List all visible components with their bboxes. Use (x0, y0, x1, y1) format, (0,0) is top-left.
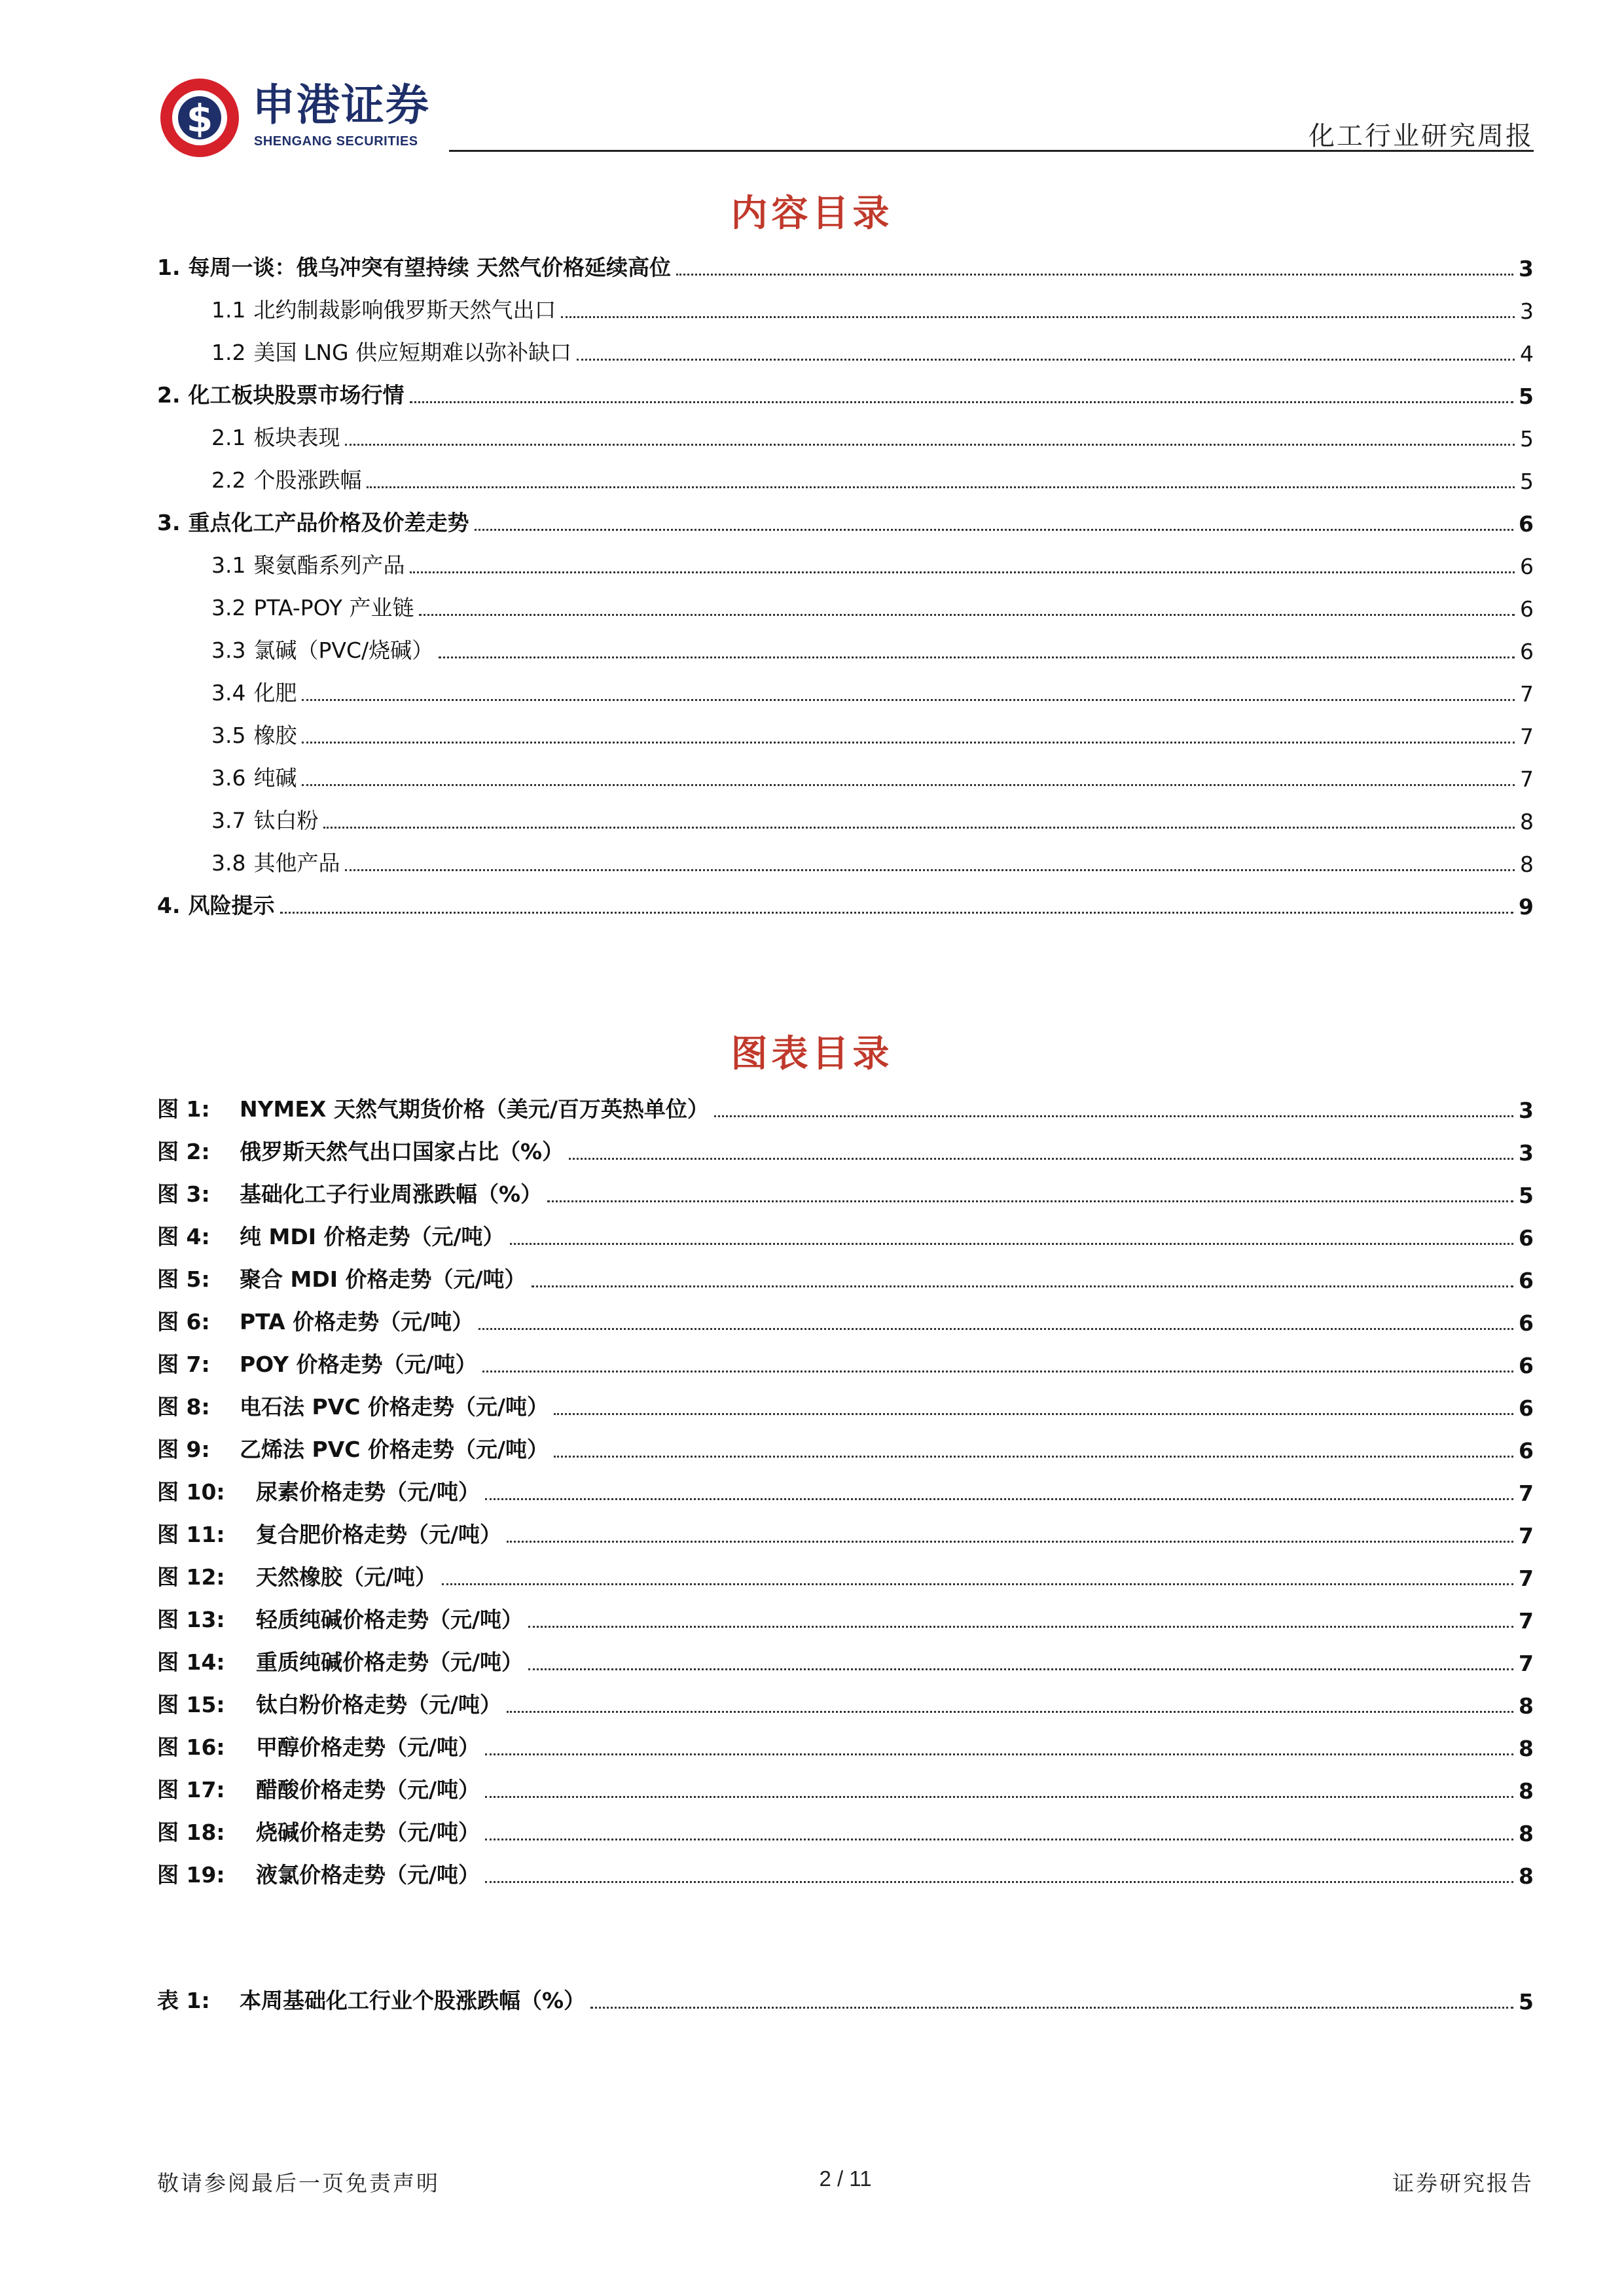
dot-leader (569, 1158, 1513, 1160)
entry-label (157, 1518, 501, 1549)
figure-entry[interactable] (157, 1303, 1534, 1336)
entry-text: 复合肥价格走势（元/吨） (256, 1522, 502, 1547)
entry-label (211, 336, 571, 367)
page-footer (157, 2166, 1534, 2199)
entry-text: NYMEX 天然气期货价格（美元/百万英热单位） (240, 1096, 709, 1122)
entry-label (211, 634, 433, 664)
entry-number: 图 6: (157, 1309, 210, 1335)
entry-label (157, 1984, 585, 2015)
entry-number: 3.4 (211, 680, 246, 706)
entry-page: 8 (1519, 1736, 1534, 1761)
dot-leader (302, 699, 1515, 701)
entry-number: 3. (157, 510, 181, 535)
toc-entry[interactable] (157, 376, 1534, 409)
svg-text:$: $ (186, 96, 213, 141)
dot-leader (280, 912, 1514, 914)
entry-page: 8 (1519, 1693, 1534, 1719)
figure-entry[interactable] (157, 1261, 1534, 1293)
figure-entry[interactable] (157, 1516, 1534, 1549)
entry-number: 3.2 (211, 595, 246, 620)
entry-page: 7 (1519, 1523, 1534, 1549)
entry-text: 聚氨酯系列产品 (253, 552, 405, 578)
entry-page: 5 (1519, 384, 1534, 409)
entry-label (157, 889, 275, 920)
dot-leader (554, 1456, 1513, 1458)
entry-label (211, 846, 340, 877)
entry-page: 6 (1519, 1438, 1534, 1463)
entry-label (157, 251, 671, 281)
toc-entry[interactable] (157, 249, 1534, 281)
entry-label (157, 1773, 480, 1804)
figure-entry[interactable] (157, 1601, 1534, 1634)
entry-text: 甲醇价格走势（元/吨） (256, 1734, 480, 1760)
toc-entry[interactable] (157, 887, 1534, 920)
entry-label (211, 591, 414, 622)
report-type: 化工行业研究周报 (1308, 121, 1534, 151)
entry-page: 6 (1519, 1310, 1534, 1336)
entry-label (157, 1135, 564, 1166)
entry-label (157, 1390, 549, 1421)
figure-entry[interactable] (157, 1218, 1534, 1251)
entry-number: 图 1: (157, 1096, 210, 1122)
dot-leader (485, 1839, 1513, 1840)
entry-page: 7 (1519, 1566, 1534, 1591)
toc-entry[interactable] (157, 419, 1534, 452)
entry-text: 电石法 PVC 价格走势（元/吨） (240, 1394, 549, 1420)
entry-text: 化肥 (253, 680, 297, 706)
entry-number: 图 17: (157, 1777, 225, 1803)
entry-text: PTA 价格走势（元/吨） (240, 1309, 474, 1335)
entry-text: 钛白粉价格走势（元/吨） (256, 1692, 502, 1717)
entry-text: 纯 MDI 价格走势（元/吨） (240, 1224, 505, 1249)
entry-number: 图 10: (157, 1479, 225, 1505)
entry-page: 3 (1519, 256, 1534, 281)
entry-number: 图 4: (157, 1224, 210, 1249)
figures-title: 图表目录 (731, 1032, 893, 1075)
entry-number: 1.2 (211, 340, 246, 365)
dot-leader (714, 1115, 1513, 1117)
entry-text: 北约制裁影响俄罗斯天然气出口 (253, 297, 556, 323)
dot-leader (528, 1626, 1513, 1628)
entry-text: 聚合 MDI 价格走势（元/吨） (240, 1266, 526, 1292)
entry-page: 5 (1519, 1989, 1534, 2015)
brand-logo (157, 75, 445, 160)
entry-page: 5 (1520, 469, 1534, 494)
toc-entry[interactable] (157, 334, 1534, 367)
entry-label (157, 1603, 523, 1634)
dot-leader (485, 1498, 1513, 1500)
toc-entry[interactable] (157, 632, 1534, 664)
entry-label (157, 1348, 477, 1378)
entry-label (157, 378, 405, 409)
entry-number: 图 2: (157, 1139, 210, 1164)
figure-entry[interactable] (157, 1473, 1534, 1506)
entry-page: 5 (1520, 426, 1534, 452)
entry-number: 图 11: (157, 1522, 225, 1547)
entry-label (157, 1305, 473, 1336)
entry-number: 图 13: (157, 1607, 225, 1632)
entry-number: 3.8 (211, 850, 246, 876)
entry-page: 3 (1519, 1140, 1534, 1166)
brand-name-cn: 申港证券 (252, 80, 430, 130)
entry-text: 每周一谈：俄乌冲突有望持续 天然气价格延续高位 (188, 255, 671, 280)
entry-text: PTA-POY 产业链 (253, 595, 414, 620)
entry-label (157, 1475, 480, 1506)
figure-entry[interactable] (157, 1090, 1534, 1123)
page-number: 2 / 11 (819, 2166, 872, 2191)
entry-number: 2.2 (211, 467, 246, 493)
entry-page: 8 (1520, 852, 1534, 877)
dot-leader (676, 274, 1513, 276)
shengang-logo-icon (157, 75, 242, 160)
entry-text: 钛白粉 (253, 808, 319, 833)
entry-label (157, 1092, 709, 1123)
entry-number: 4. (157, 893, 181, 918)
entry-text: 个股涨跌幅 (253, 467, 362, 493)
entry-label (157, 1433, 549, 1463)
entry-text: 风险提示 (188, 893, 275, 918)
entry-number: 3.3 (211, 637, 246, 663)
toc-entry[interactable] (157, 461, 1534, 494)
entry-page: 7 (1520, 724, 1534, 749)
entry-page: 8 (1519, 1821, 1534, 1846)
entry-page: 5 (1519, 1183, 1534, 1208)
entry-number: 图 8: (157, 1394, 210, 1420)
footer-disclaimer: 敬请参阅最后一页免责声明 (157, 2170, 440, 2196)
entry-page: 7 (1519, 1651, 1534, 1676)
toc-entry[interactable] (157, 291, 1534, 324)
entry-label (157, 1645, 523, 1676)
dot-leader (302, 784, 1515, 786)
dot-leader (302, 742, 1515, 744)
figure-entry[interactable] (157, 1729, 1534, 1761)
entry-number: 图 7: (157, 1352, 210, 1377)
entry-number: 3.1 (211, 552, 246, 578)
dot-leader (485, 1796, 1513, 1798)
entry-number: 1. (157, 255, 181, 280)
entry-page: 6 (1519, 511, 1534, 537)
entry-text: 其他产品 (253, 850, 340, 876)
entry-text: 醋酸价格走势（元/吨） (256, 1777, 480, 1803)
dot-leader (528, 1668, 1513, 1670)
entry-number: 3.6 (211, 765, 246, 791)
entry-page: 7 (1519, 1480, 1534, 1506)
entry-page: 6 (1519, 1353, 1534, 1378)
entry-page: 6 (1520, 554, 1534, 579)
entry-label (157, 506, 469, 537)
figure-entry[interactable] (157, 1175, 1534, 1208)
figure-entry[interactable] (157, 1771, 1534, 1804)
entry-text: 烧碱价格走势（元/吨） (256, 1820, 480, 1845)
toc-entry[interactable] (157, 759, 1534, 792)
dot-leader (442, 1583, 1513, 1585)
dot-leader (419, 614, 1515, 616)
dot-leader (439, 656, 1515, 658)
entry-text: 氯碱（PVC/烧碱） (253, 637, 434, 663)
entry-page: 7 (1519, 1608, 1534, 1634)
entry-number: 图 18: (157, 1820, 225, 1845)
entry-page: 8 (1519, 1778, 1534, 1804)
entry-text: 液氯价格走势（元/吨） (256, 1862, 480, 1888)
dot-leader (590, 2007, 1513, 2009)
page-header (0, 0, 1624, 157)
entry-page: 6 (1520, 596, 1534, 622)
entry-number: 表 1: (157, 1988, 210, 2013)
entry-label (211, 719, 297, 749)
entry-text: 轻质纯碱价格走势（元/吨） (256, 1607, 524, 1632)
figure-entry[interactable] (157, 1431, 1534, 1463)
entry-label (157, 1220, 505, 1251)
entry-text: 基础化工子行业周涨跌幅（%） (240, 1181, 543, 1207)
dot-leader (345, 869, 1515, 871)
entry-number: 图 15: (157, 1692, 225, 1717)
entry-text: 重点化工产品价格及价差走势 (188, 510, 469, 535)
dot-leader (323, 827, 1515, 829)
entry-number: 图 9: (157, 1437, 210, 1462)
dot-leader (510, 1243, 1513, 1245)
entry-page: 8 (1520, 809, 1534, 834)
entry-label (157, 1858, 480, 1889)
toc-entry[interactable] (157, 504, 1534, 537)
figure-entry[interactable] (157, 1558, 1534, 1591)
toc-entry[interactable] (157, 589, 1534, 622)
entry-number: 图 19: (157, 1862, 225, 1888)
entry-page: 4 (1520, 341, 1534, 367)
entry-text: POY 价格走势（元/吨） (240, 1352, 477, 1377)
toc-entry[interactable] (157, 547, 1534, 579)
entry-page: 6 (1519, 1225, 1534, 1251)
dot-leader (485, 1881, 1513, 1883)
entry-text: 尿素价格走势（元/吨） (256, 1479, 480, 1505)
toc-entry[interactable] (157, 717, 1534, 749)
entry-page: 6 (1520, 639, 1534, 664)
entry-label (157, 1731, 480, 1761)
entry-text: 本周基础化工行业个股涨跌幅（%） (240, 1988, 586, 2013)
dot-leader (554, 1413, 1513, 1415)
entry-number: 图 12: (157, 1564, 225, 1590)
entry-number: 1.1 (211, 297, 246, 323)
dot-leader (561, 316, 1515, 318)
dot-leader (482, 1371, 1514, 1372)
figure-entry[interactable] (157, 1643, 1534, 1676)
figure-entry[interactable] (157, 1133, 1534, 1166)
entry-page: 9 (1519, 894, 1534, 920)
entry-text: 重质纯碱价格走势（元/吨） (256, 1649, 524, 1675)
entry-page: 3 (1519, 1098, 1534, 1123)
entry-number: 图 3: (157, 1181, 210, 1207)
entry-text: 美国 LNG 供应短期难以弥补缺口 (253, 340, 572, 365)
dot-leader (507, 1711, 1513, 1713)
toc-entry[interactable] (157, 674, 1534, 707)
entry-label (157, 1688, 501, 1719)
toc-entry[interactable] (157, 802, 1534, 834)
entry-text: 俄罗斯天然气出口国家占比（%） (240, 1139, 564, 1164)
dot-leader (485, 1753, 1513, 1755)
entry-text: 板块表现 (253, 425, 340, 450)
entry-number: 3.5 (211, 723, 246, 748)
entry-label (211, 548, 405, 579)
dot-leader (345, 444, 1515, 446)
entry-number: 2.1 (211, 425, 246, 450)
entry-text: 纯碱 (253, 765, 297, 791)
dot-leader (478, 1328, 1513, 1330)
dot-leader (532, 1285, 1513, 1287)
entry-page: 7 (1520, 766, 1534, 792)
dot-leader (410, 401, 1514, 403)
entry-label (211, 761, 297, 792)
figure-entry[interactable] (157, 1388, 1534, 1421)
entry-page: 6 (1519, 1268, 1534, 1293)
dot-leader (547, 1200, 1513, 1202)
entry-label (157, 1816, 480, 1846)
brand-name-en: SHENGANG SECURITIES (254, 134, 418, 149)
figure-entry[interactable] (157, 1814, 1534, 1846)
entry-label (157, 1263, 526, 1293)
entry-page: 8 (1519, 1863, 1534, 1889)
figure-entry[interactable] (157, 1686, 1534, 1719)
entry-text: 乙烯法 PVC 价格走势（元/吨） (240, 1437, 549, 1462)
figure-entry[interactable] (157, 1346, 1534, 1378)
entry-page: 7 (1520, 681, 1534, 707)
entry-label (211, 804, 318, 834)
entry-page: 6 (1519, 1395, 1534, 1421)
entry-number: 图 5: (157, 1266, 210, 1292)
figure-entry[interactable] (157, 1856, 1534, 1889)
dot-leader (507, 1541, 1513, 1543)
entry-number: 图 16: (157, 1734, 225, 1760)
entry-text: 天然橡胶（元/吨） (256, 1564, 437, 1590)
entry-number: 2. (157, 382, 181, 408)
dot-leader (475, 529, 1514, 531)
entry-page: 3 (1520, 298, 1534, 324)
entry-number: 图 14: (157, 1649, 225, 1675)
entry-text: 橡胶 (253, 723, 297, 748)
entry-label (211, 421, 340, 452)
header-divider (449, 150, 1534, 152)
dot-leader (577, 359, 1515, 361)
toc-entry[interactable] (157, 844, 1534, 877)
dot-leader (410, 571, 1515, 573)
dot-leader (367, 486, 1515, 488)
entry-label (211, 676, 297, 707)
contents-title: 内容目录 (731, 192, 893, 235)
entry-text: 化工板块股票市场行情 (188, 382, 405, 408)
entry-label (211, 463, 361, 494)
entry-number: 3.7 (211, 808, 246, 833)
footer-report-label: 证券研究报告 (1392, 2170, 1534, 2196)
entry-label (157, 1177, 542, 1208)
entry-label (211, 293, 556, 324)
entry-label (157, 1560, 437, 1591)
figure-entry[interactable] (157, 1982, 1534, 2015)
